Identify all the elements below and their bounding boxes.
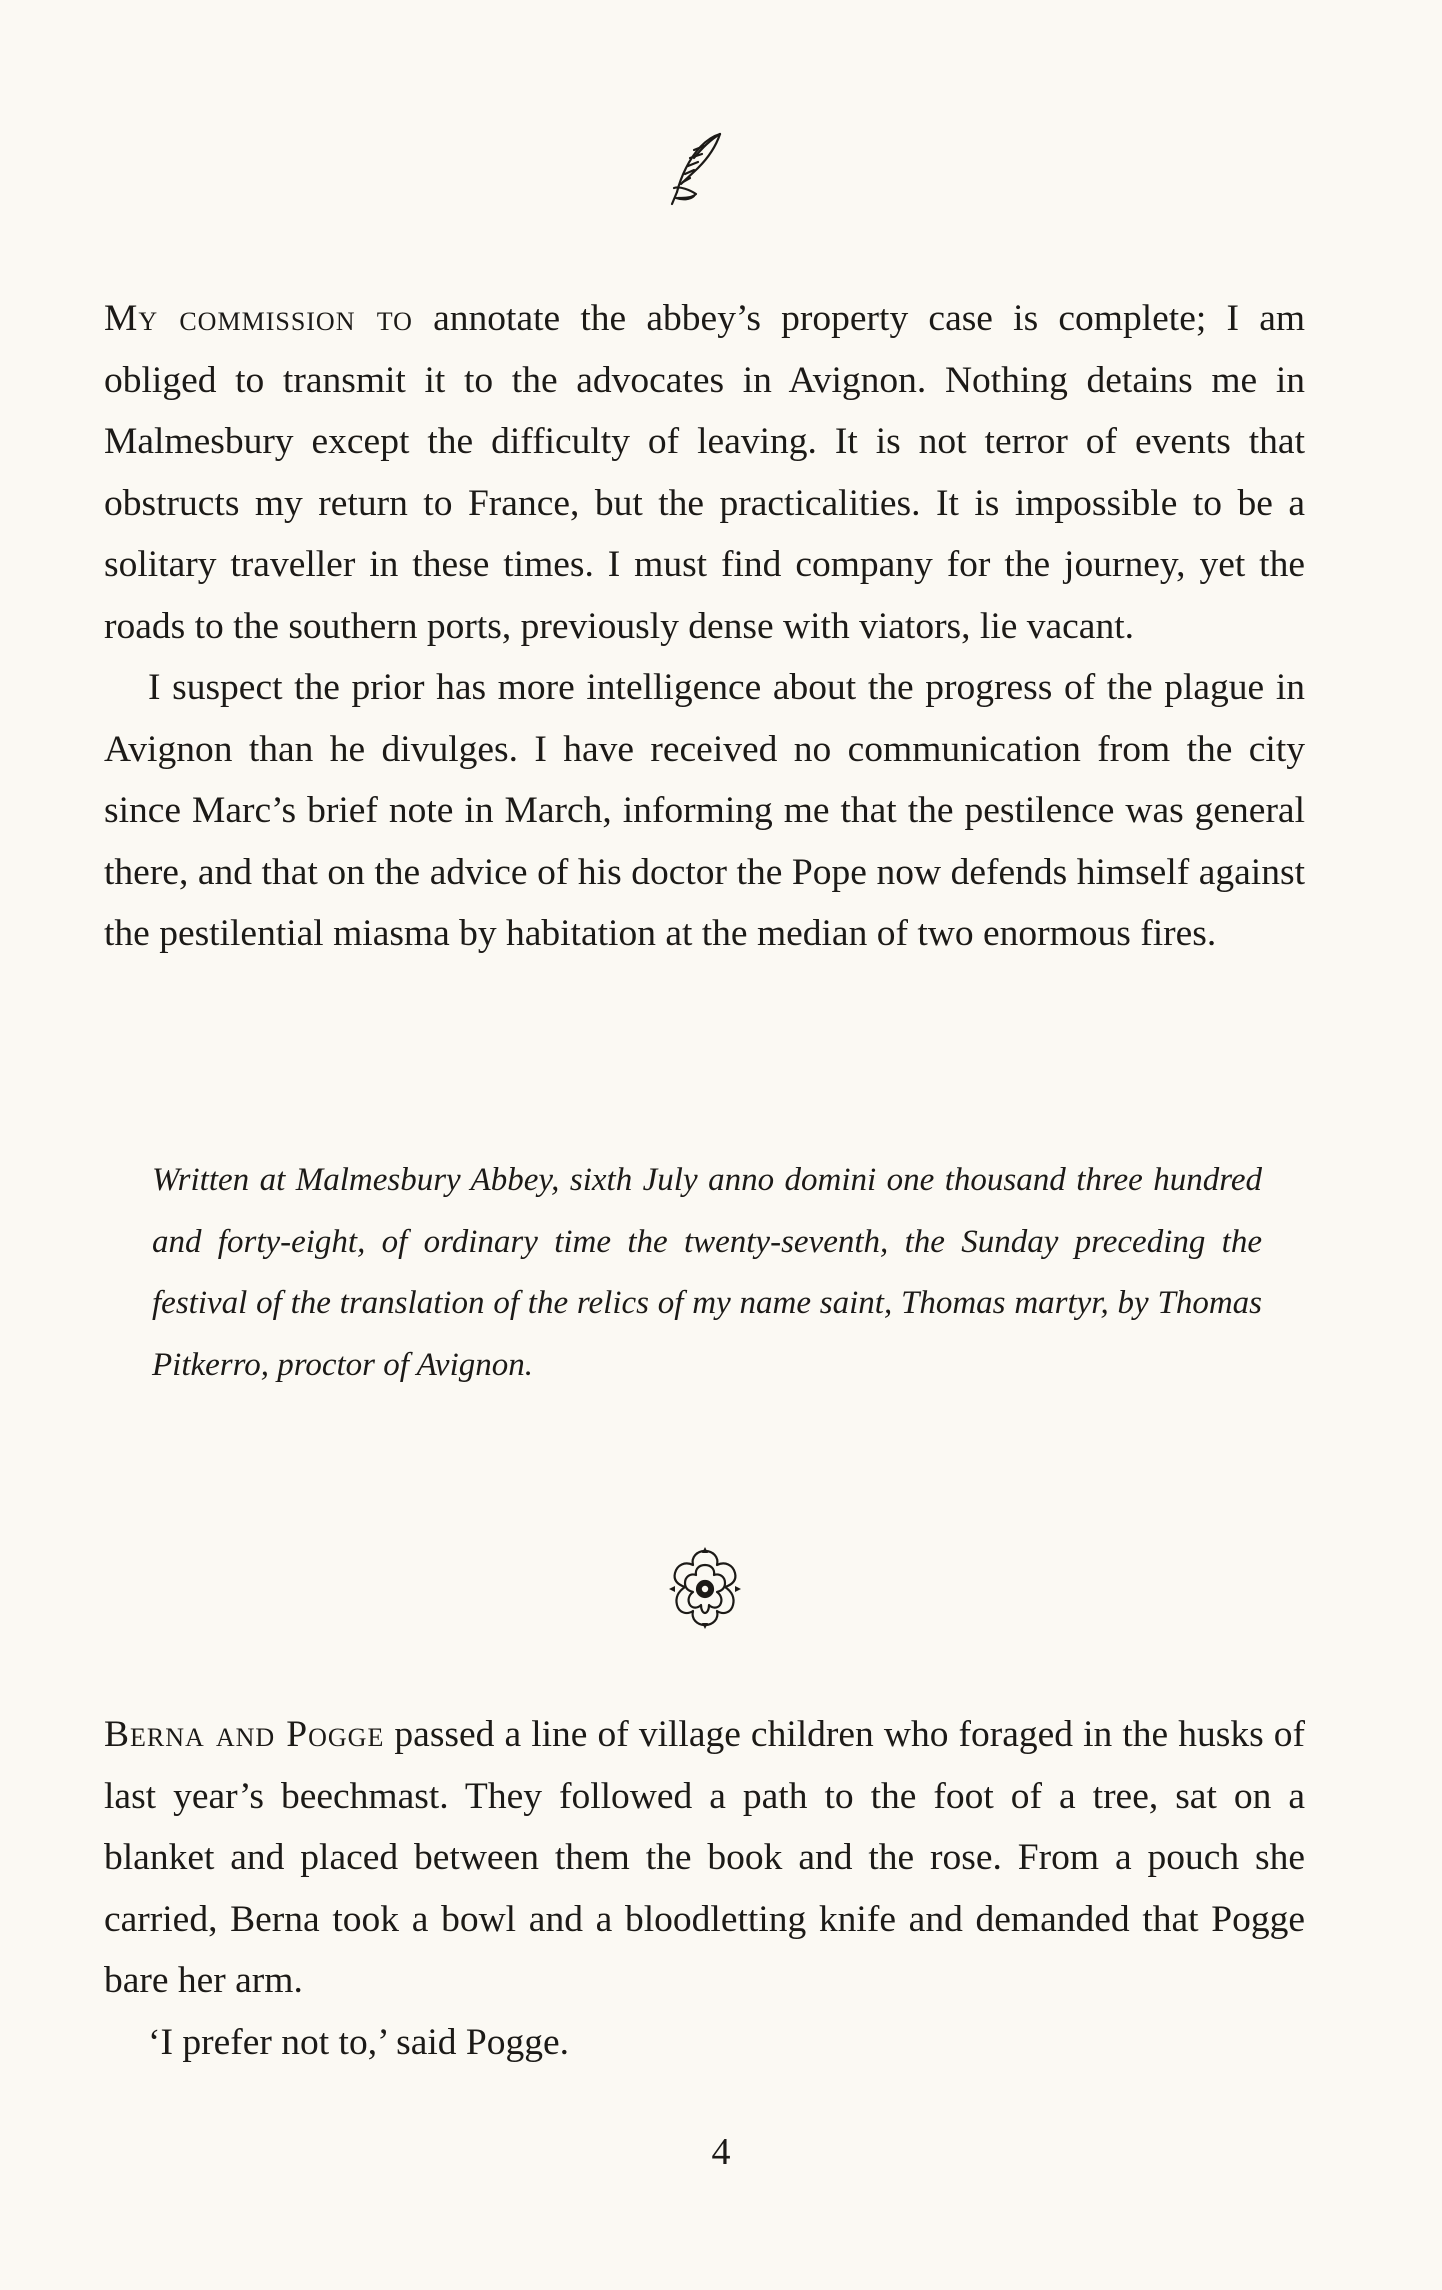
quill-pen-icon (660, 128, 740, 208)
letter-text (104, 288, 1305, 965)
opening-small-caps: My commission to (104, 298, 413, 339)
colophon: Written at Malmesbury Abbey, sixth July anno domini one thousand three hundred and forty-eight, of ordinary time the twenty-seventh, the Sunday preceding the festival of the translation of the relics of my name saint, Thomas martyr, by Thomas Pitkerro, proctor of Avignon. (152, 1162, 1262, 1383)
paragraph: I suspect the prior has more intelligence about the progress of the plague in Avignon than he divulges. I have received no communication from the city since Marc’s brief note in March, informing me that the pestilence was general there, and that on the advice of his doctor the Pope now defends himself against the pestilential miasma by habitation at the median of two enormous fires. (104, 667, 1305, 954)
tudor-rose-icon (663, 1545, 747, 1629)
opening-small-caps: Berna and Pogge (104, 1714, 385, 1755)
dialogue-line: ‘I prefer not to,’ said Pogge. (148, 2021, 570, 2063)
paragraph (104, 1704, 1305, 2012)
paragraph (104, 288, 1305, 657)
paragraph-text: passed a line of village children who foraged in the husks of last year’s beechmast. They followed a path to the foot of a tree, sat on a blanket and placed between them the book and the rose. From a pouch she carried, Berna took a bowl and a bloodletting knife and demanded that Pogge bare her arm. (104, 1714, 1306, 2001)
paragraph-text: annotate the abbey’s property case is complete; I am obliged to transmit it to the advocates in Avignon. Nothing detains me in Malmesbury except the difficulty of leaving. It is not terror of events that obstructs my return to France, but the practicalities. It is impossible to be a solitary traveller in these times. I must find company for the journey, yet the roads to the southern ports, previously dense with viators, lie vacant. (104, 298, 1306, 647)
page-number: 4 (711, 2131, 731, 2173)
narrative-text (104, 1704, 1305, 2073)
